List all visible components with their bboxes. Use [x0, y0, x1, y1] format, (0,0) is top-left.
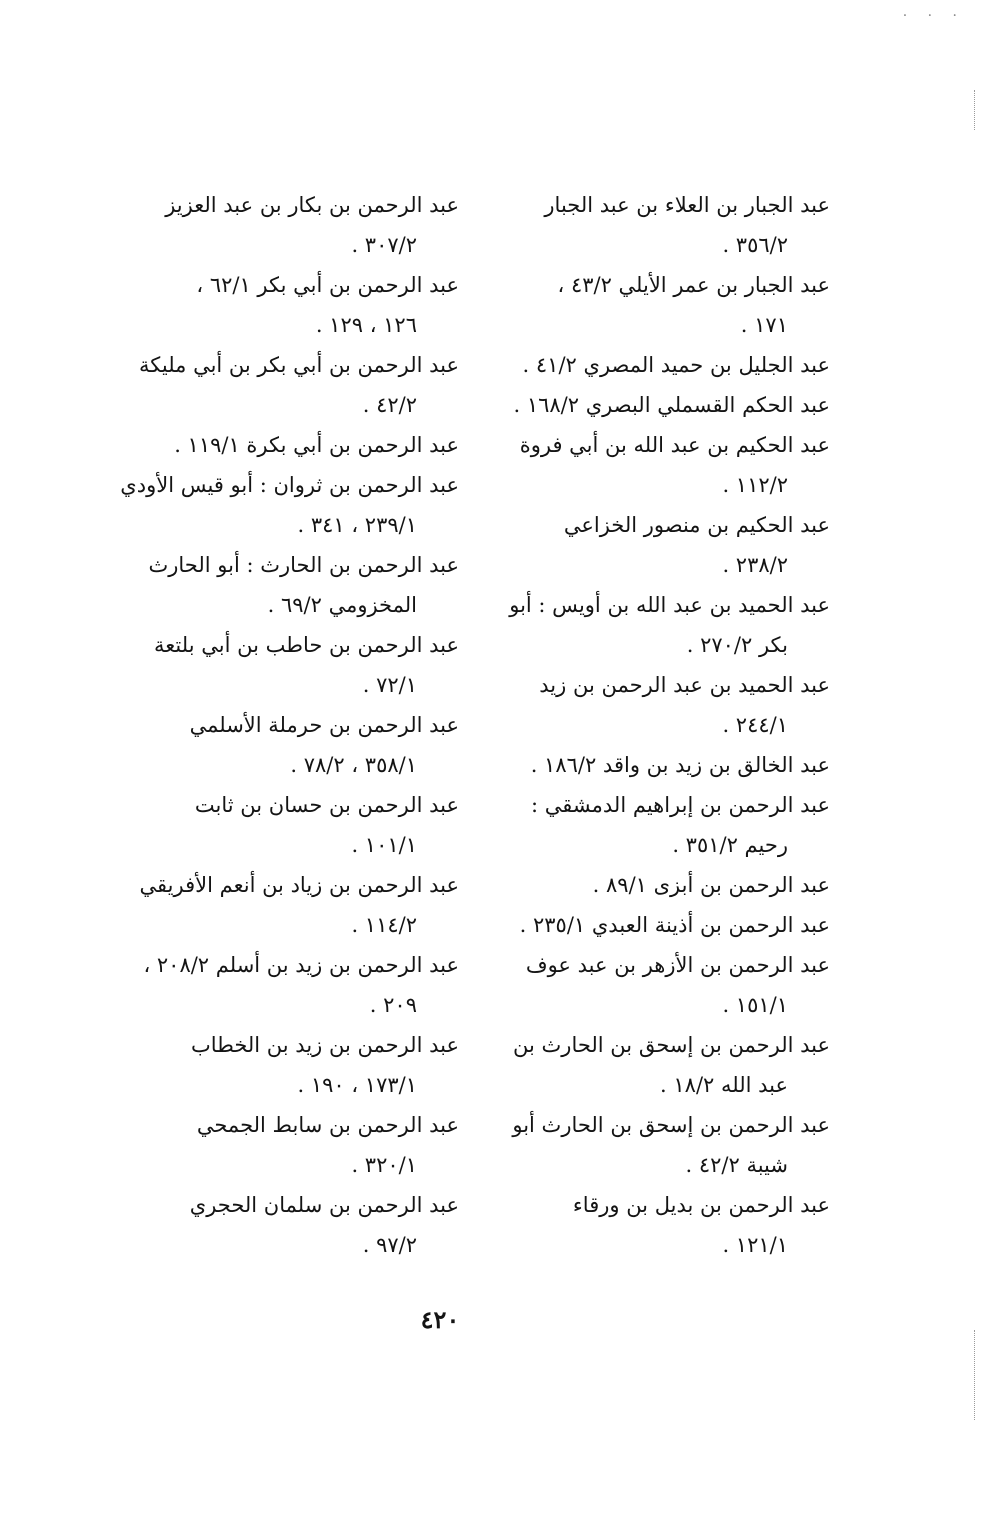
entry-continuation-line: ٣٥٨/١ ، ٧٨/٢ .: [290, 753, 417, 777]
index-entry: [105, 1105, 459, 1185]
entry-name-line: عبد الرحمن بن ثروان : أبو قيس الأودي: [120, 473, 459, 497]
index-entry: [478, 1185, 830, 1265]
entry-name-line: عبد الرحمن بن الحارث : أبو الحارث: [148, 553, 459, 577]
index-entry: [478, 505, 830, 585]
index-entry: [478, 425, 830, 505]
entry-name-line: عبد الرحمن بن زياد بن أنعم الأفريقي: [139, 873, 459, 897]
index-entry: [105, 1185, 459, 1265]
entry-name-line: عبد الجبار بن عمر الأيلي ٤٣/٢ ،: [557, 273, 830, 297]
entry-continuation-line: ٢٣٩/١ ، ٣٤١ .: [297, 513, 417, 537]
index-entry: [478, 585, 830, 665]
entry-name-line: عبد الرحمن بن أبي بكرة ١١٩/١ .: [174, 433, 459, 457]
scan-edge-mark: [972, 90, 975, 130]
entry-name-line: عبد الرحمن بن زيد بن أسلم ٢٠٨/٢ ،: [143, 953, 459, 977]
entry-name-line: عبد الرحمن بن حرملة الأسلمي: [189, 713, 459, 737]
page-number: ٤٢٠: [420, 1305, 460, 1334]
index-column-right: [478, 185, 830, 1265]
entry-name-line: عبد الرحمن بن سابط الجمحي: [196, 1113, 459, 1137]
index-entry: [105, 865, 459, 945]
entry-name-line: عبد الجليل بن حميد المصري ٤١/٢ .: [522, 353, 830, 377]
entry-continuation-line: شيبة ٤٢/٢ .: [685, 1153, 788, 1177]
index-entry: [105, 705, 459, 785]
entry-continuation-line: المخزومي ٦٩/٢ .: [267, 593, 417, 617]
entry-continuation-line: ١٠١/١ .: [351, 833, 417, 857]
entry-continuation-line: ١٧١ .: [740, 313, 788, 337]
entry-continuation-line: بكر ٢٧٠/٢ .: [686, 633, 788, 657]
index-entry: [105, 185, 459, 265]
entry-name-line: عبد الرحمن بن إسحق بن الحارث أبو: [512, 1113, 830, 1137]
entry-continuation-line: ٣٢٠/١ .: [351, 1153, 417, 1177]
index-entry: [478, 185, 830, 265]
entry-name-line: عبد الحكيم بن عبد الله بن أبي فروة: [519, 433, 830, 457]
scan-edge-mark: [972, 1330, 975, 1420]
index-entry: [105, 1025, 459, 1105]
index-entry: [478, 385, 830, 425]
index-entry: [478, 945, 830, 1025]
index-entry: [105, 545, 459, 625]
entry-continuation-line: ٤٢/٢ .: [362, 393, 417, 417]
entry-name-line: عبد الرحمن بن إسحق بن الحارث بن: [513, 1033, 830, 1057]
entry-continuation-line: ١٢١/١ .: [722, 1233, 788, 1257]
entry-name-line: عبد الرحمن بن أبي بكر ٦٢/١ ،: [196, 273, 459, 297]
index-entry: [105, 465, 459, 545]
entry-continuation-line: ٣٠٧/٢ .: [351, 233, 417, 257]
entry-continuation-line: ١٢٦ ، ١٢٩ .: [315, 313, 417, 337]
entry-continuation-line: ٧٢/١ .: [362, 673, 417, 697]
index-entry: [478, 265, 830, 345]
index-entry: [105, 785, 459, 865]
index-entry: [478, 745, 830, 785]
index-entry: [478, 345, 830, 385]
entry-continuation-line: رحيم ٣٥١/٢ .: [672, 833, 788, 857]
entry-name-line: عبد الرحمن بن بديل بن ورقاء: [572, 1193, 830, 1217]
corner-marks: · · ·: [902, 8, 965, 24]
entry-name-line: عبد الحكم القسملي البصري ١٦٨/٢ .: [513, 393, 830, 417]
index-column-left: [105, 185, 459, 1265]
entry-name-line: عبد الرحمن بن زيد بن الخطاب: [190, 1033, 459, 1057]
entry-continuation-line: ٣٥٦/٢ .: [722, 233, 788, 257]
index-entry: [478, 865, 830, 905]
entry-continuation-line: ٩٧/٢ .: [362, 1233, 417, 1257]
entry-name-line: عبد الرحمن بن أبزى ٨٩/١ .: [592, 873, 830, 897]
entry-name-line: عبد الحميد بن عبد الله بن أويس : أبو: [509, 593, 830, 617]
index-entry: [478, 665, 830, 745]
entry-name-line: عبد الرحمن بن سلمان الحجري: [189, 1193, 459, 1217]
entry-continuation-line: ١٧٣/١ ، ١٩٠ .: [297, 1073, 417, 1097]
entry-continuation-line: ١١٤/٢ .: [351, 913, 417, 937]
entry-continuation-line: ٢٣٨/٢ .: [722, 553, 788, 577]
index-entry: [478, 1025, 830, 1105]
index-entry: [105, 625, 459, 705]
entry-name-line: عبد الرحمن بن حسان بن ثابت: [194, 793, 459, 817]
index-entry: [105, 265, 459, 345]
entry-name-line: عبد الرحمن بن الأزهر بن عبد عوف: [525, 953, 830, 977]
entry-name-line: عبد الرحمن بن بكار بن عبد العزيز: [165, 193, 459, 217]
entry-continuation-line: ٢٤٤/١ .: [722, 713, 788, 737]
entry-name-line: عبد الرحمن بن حاطب بن أبي بلتعة: [154, 633, 459, 657]
entry-continuation-line: ١٥١/١ .: [722, 993, 788, 1017]
index-entry: [478, 1105, 830, 1185]
index-entry: [105, 345, 459, 425]
entry-continuation-line: عبد الله ١٨/٢ .: [660, 1073, 788, 1097]
index-entry: [105, 425, 459, 465]
entry-name-line: عبد الخالق بن زيد بن واقد ١٨٦/٢ .: [530, 753, 830, 777]
entry-name-line: عبد الحميد بن عبد الرحمن بن زيد: [539, 673, 830, 697]
index-entry: [105, 945, 459, 1025]
entry-continuation-line: ١١٢/٢ .: [722, 473, 788, 497]
entry-name-line: عبد الجبار بن العلاء بن عبد الجبار: [544, 193, 830, 217]
entry-continuation-line: ٢٠٩ .: [369, 993, 417, 1017]
index-entry: [478, 785, 830, 865]
entry-name-line: عبد الرحمن بن إبراهيم الدمشقي :: [531, 793, 830, 817]
entry-name-line: عبد الرحمن بن أبي بكر بن أبي مليكة: [139, 353, 459, 377]
index-entry: [478, 905, 830, 945]
entry-name-line: عبد الرحمن بن أذينة العبدي ٢٣٥/١ .: [519, 913, 830, 937]
entry-name-line: عبد الحكيم بن منصور الخزاعي: [563, 513, 830, 537]
